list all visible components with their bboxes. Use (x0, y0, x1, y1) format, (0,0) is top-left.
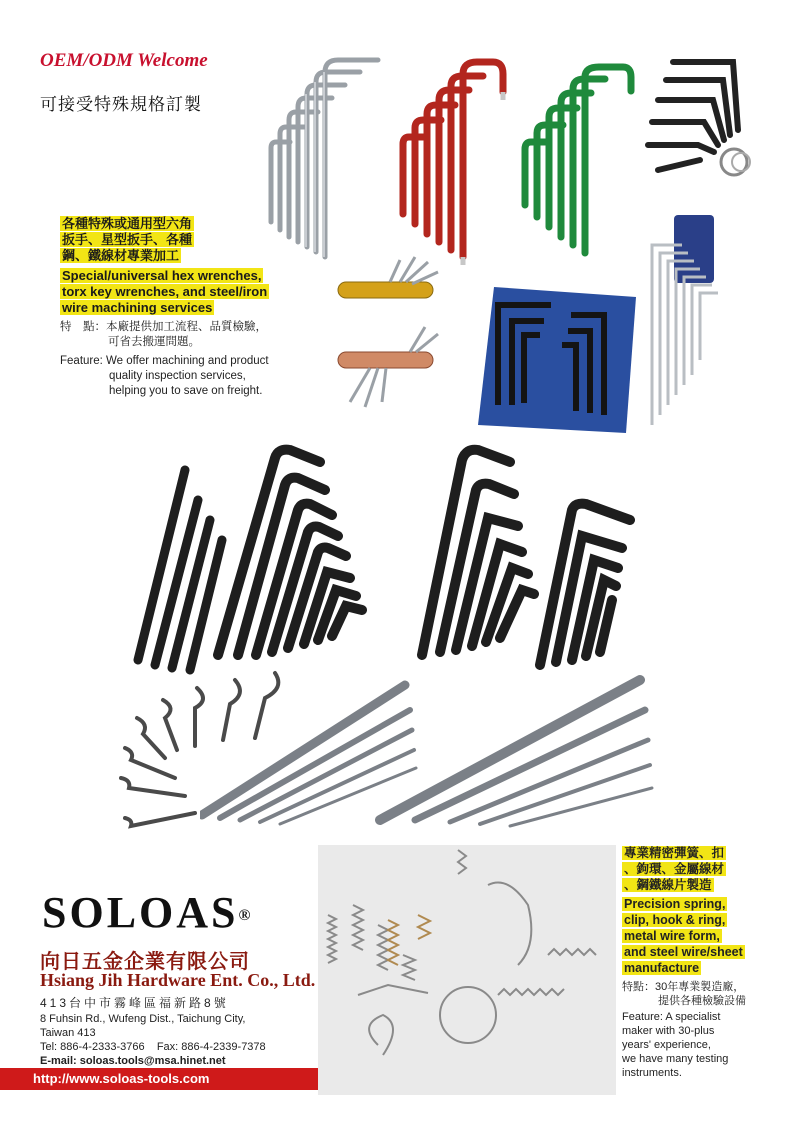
section1-feature-zh: 特 點：本廠提供加工流程、品質檢驗， 可省去搬運問題。 (60, 321, 267, 348)
contact-phone: Tel: 886-4-2333-3766 Fax: 886-4-2339-7378 (40, 1041, 266, 1053)
address-zh: 413台中市霧峰區福新路8號 (40, 996, 229, 1010)
blue-pouch-key-set (476, 285, 646, 437)
folding-tool-sets (330, 252, 450, 412)
section1-zh-heading: 各種特殊或通用型六角 扳手、星型扳手、各種 鋼、鐵線材專業加工 (62, 216, 193, 263)
section2-feature-zh: 特點：30年專業製造廠， 提供各種檢驗設備 (622, 981, 746, 1007)
silver-hex-key-set (260, 52, 385, 267)
headline: OEM/ODM Welcome (40, 50, 208, 71)
section2-en-heading: Precision spring, clip, hook & ring, metal wire form, and steel wire/sheet manufacture (624, 897, 743, 975)
black-hex-key-sets (110, 440, 670, 680)
section2-zh-heading: 專業精密彈簧、扣 、鉤環、金屬線材 、鋼鐵線片製造 (624, 846, 725, 892)
company-name-zh: 向日五金企業有限公司 (40, 949, 250, 973)
website-link[interactable]: http://www.soloas-tools.com (0, 1068, 318, 1090)
company-logo: SOLOAS® (42, 888, 251, 937)
long-silver-rods (200, 670, 660, 830)
address-en: 8 Fuhsin Rd., Wufeng Dist., Taichung City, Taiwan 413 (40, 1013, 246, 1039)
section2-feature-en: Feature: A specialist maker with 30-plus years' experience, we have many testing instruments. (622, 1011, 729, 1079)
green-hex-key-set (515, 55, 640, 265)
registered-mark: ® (238, 907, 251, 924)
company-name-en: Hsiang Jih Hardware Ent. Co., Ltd. (40, 970, 316, 990)
black-key-ring-set (638, 50, 763, 190)
springs-photo (318, 845, 616, 1095)
red-hex-key-set (385, 52, 510, 267)
section1-feature-en: Feature: We offer machining and product quality inspection services, helping you to save on freight. (60, 355, 269, 397)
section1-en-heading: Special/universal hex wrenches, torx key wrenches, and steel/iron wire machining services (62, 268, 268, 315)
subhead: 可接受特殊規格訂製 (40, 95, 202, 114)
holder-long-key-set (640, 205, 735, 440)
contact-email: E-mail: soloas.tools@msa.hinet.net (40, 1055, 226, 1067)
